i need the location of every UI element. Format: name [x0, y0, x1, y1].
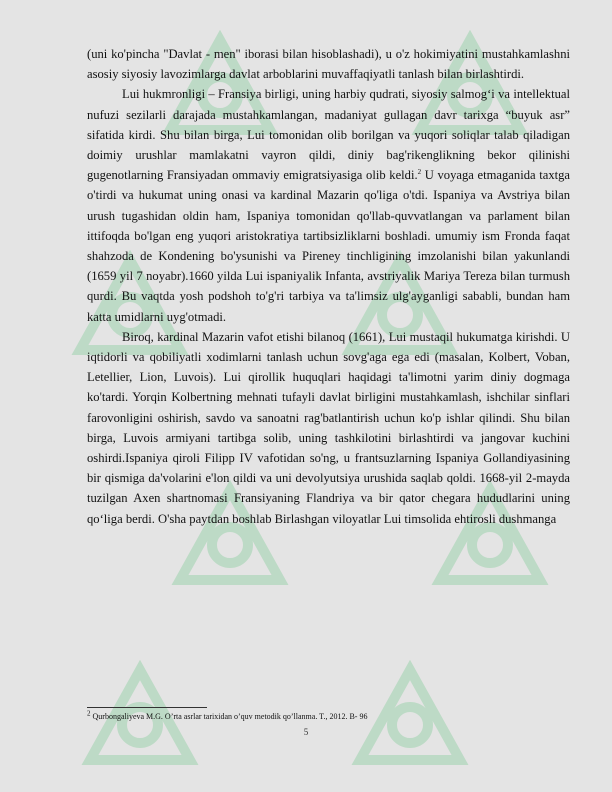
paragraph-3: Biroq, kardinal Mazarin vafot etishi bilanoq (1661), Lui mustaqil hukumatga kirishdi. U iqtidorli va qobiliyatli xodimlarni tanlash uchun sovg'aga ega edi (masalan, Kolbert, Voban, Letellier, Lion, Luvois). Lui qirollik huquqlari haqidagi ta'limotni yarim diniy dogmaga ko'tardi. Yorqin Kolbertning mehnati tufayli davlat birligini mustahkamlash, ishchilar sinflari farovonligini oshirish, savdo va sanoatni rag'batlantirish uchun ko'p ishlar qilindi. Shu bilan birga, Luvois armiyani tartibga solib, uning tashkilotini birlashtirdi va jangovar kuchini oshirdi.Ispaniya qiroli Filipp IV vafotidan so'ng, u frantsuzlarning Ispaniya Gollandiyasining bir qismiga da'volarini e'lon qildi va uni devolyutsiya urushida saqlab qoldi. 1668-yil 2-mayda tuzilgan Axen shartnomasi Fransiyaning Flandriya va bir qator chegara hududlarini uning qo‘liga berdi. O'sha paytdan boshlab Birlashgan viloyatlar Lui timsolida ehtirosli dushmanga	[87, 329, 570, 526]
paragraph-2	[87, 84, 570, 326]
paragraph-2-text: Lui hukmronligi – Fransiya birligi, uning harbiy qudrati, siyosiy salmog‘i va intellektual nufuzi sezilarli darajada mustahkamlangan, madaniyat gullagan davr tarixga “buyuk asr” sifatida kirdi. Shu bilan birga, Lui tomonidan olib borilgan va yuqori soliqlar talab qiladigan doimiy urushlar mamlakatni vayron qildi, diniy bag'rikenglikning bekor qilinishi gugenotlarning Fransiyadan ommaviy emigratsiyasiga olib keldi.	[87, 87, 570, 183]
paragraph-1: (uni ko'pincha "Davlat - men" iborasi bilan hisoblashadi), u o'z hokimiyatini mustahkamlashni asosiy siyosiy lavozimlarga davlat arboblarini muvaffaqiyatli tanlash bilan birlashtirdi.	[87, 47, 570, 82]
paragraph-2-text-continued: U voyaga etmaganida taxtga o'tirdi va hukumat uning onasi va kardinal Mazarin qo'liga o'tdi. Ispaniya va Avstriya bilan urush tugashidan oldin ham, Ispaniya tomonidan qo'llab-quvvatlangan va parlament bilan ittifoqda bo'lgan eng yuqori aristokratiya tartibsizliklarni boshladi. umumiy ism Fronda faqat shahzoda de Kondening bo'ysunishi va Pireney tinchligining imzolanishi bilan yakunlandi (1659 yil 7 noyabr).1660 yilda Lui ispaniyalik Infanta, avstriyalik Mariya Tereza bilan turmush qurdi. Bu vaqtda yosh podshoh to'g'ri tarbiya va ta'limsiz ulg'ayganligi sababli, bundan ham katta umidlarni uyg'otmadi.	[87, 168, 570, 324]
footnote-text: Qurbongaliyeva M.G. O’rta asrlar tarixidan o’quv metodik qo’llanma. T., 2012. B- 96	[90, 712, 368, 721]
page-number: 5	[303, 727, 309, 737]
footnote-divider	[87, 707, 207, 708]
body-text	[87, 44, 570, 529]
footnote-reference: 2	[417, 168, 422, 177]
footnote	[87, 709, 570, 722]
footnote-number: 2	[87, 709, 91, 718]
